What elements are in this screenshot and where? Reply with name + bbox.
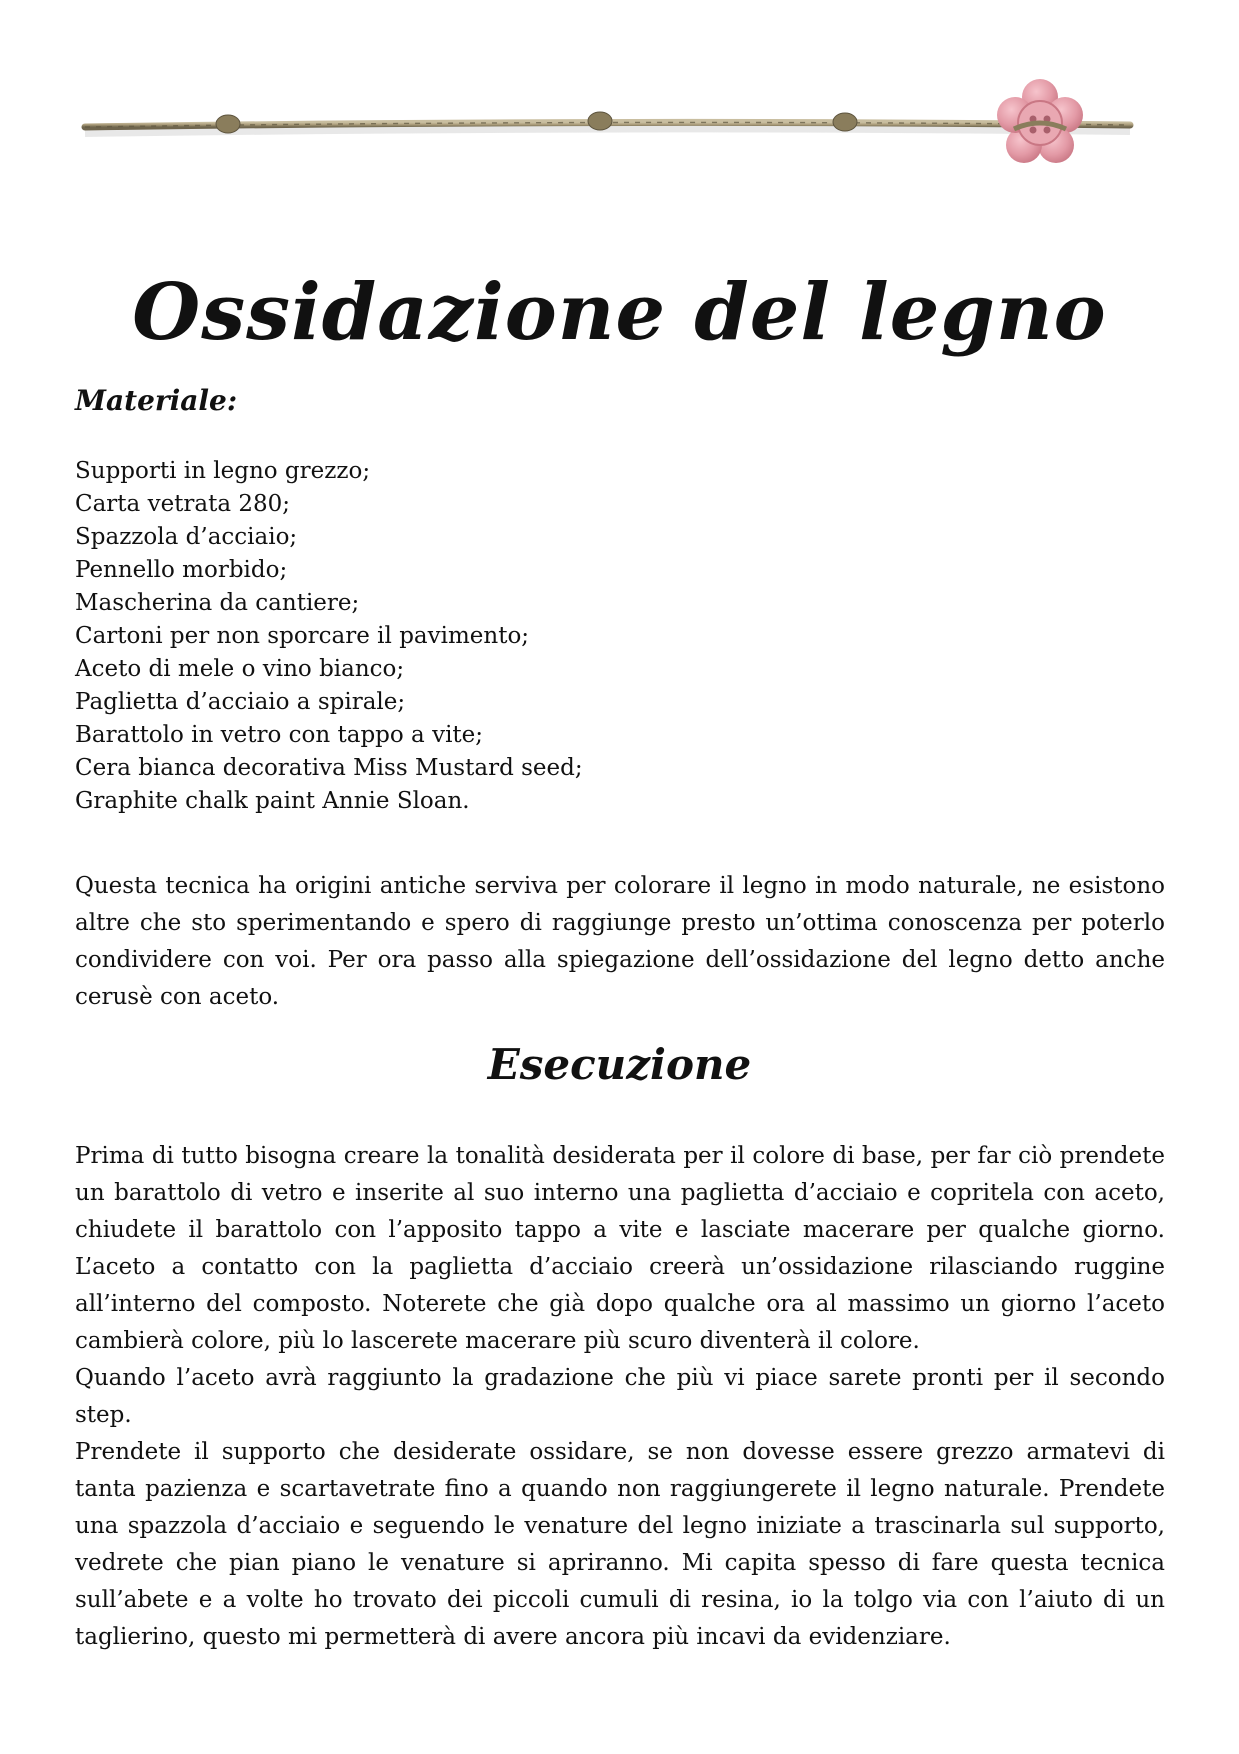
list-item: Cera bianca decorativa Miss Mustard seed; [75, 755, 583, 781]
execution-paragraph: Prendete il supporto che desiderate ossidare, se non dovesse essere grezzo armatevi di tanta pazienza e scartavetrate fino a quando non raggiungerete il legno naturale. Prendete una spazzola d’acciaio e seguendo le venature del legno iniziate a trascinarla sul supporto, vedrete che pian piano le venature si apriranno. Mi capita spesso di fare questa tecnica sull’abete e a volte ho trovato dei piccoli cumuli di resina, io la tolgo via con l’aiuto di un taglierino, questo mi permetterà di avere ancora più incavi da evidenziare. [75, 1439, 1165, 1650]
materials-list [75, 455, 1165, 818]
list-item: Cartoni per non sporcare il pavimento; [75, 623, 530, 649]
execution-paragraph: Quando l’aceto avrà raggiunto la gradazione che più vi piace sarete pronti per il secondo step. [75, 1365, 1165, 1428]
list-item: Graphite chalk paint Annie Sloan. [75, 788, 470, 814]
execution-body [75, 1138, 1165, 1656]
page-title: Ossidazione del legno [132, 267, 1107, 359]
list-item: Pennello morbido; [75, 557, 288, 583]
list-item: Supporti in legno grezzo; [75, 458, 371, 484]
list-item: Aceto di mele o vino bianco; [75, 656, 405, 682]
execution-paragraph: Prima di tutto bisogna creare la tonalità desiderata per il colore di base, per far ciò prendete un barattolo di vetro e inserite al suo interno una paglietta d’acciaio e copritela con aceto, chiudete il barattolo con l’apposito tappo a vite e lasciate macerare per qualche giorno. L’aceto a contatto con la paglietta d’acciaio creerà un’ossidazione rilasciando ruggine all’interno del composto. Noterete che già dopo qualche ora al massimo un giorno l’aceto cambierà colore, più lo lascerete macerare più scuro diventerà il colore. [75, 1143, 1165, 1354]
twine-with-flower-button-icon [80, 75, 1160, 175]
list-item: Spazzola d’acciaio; [75, 524, 298, 550]
intro-paragraph: Questa tecnica ha origini antiche serviva per colorare il legno in modo naturale, ne esistono altre che sto sperimentando e spero di raggiunge presto un’ottima conoscenza per poterlo condividere con voi. Per ora passo alla spiegazione dell’ossidazione del legno detto anche cerusè con aceto. [75, 873, 1165, 1010]
list-item: Mascherina da cantiere; [75, 590, 360, 616]
list-item: Carta vetrata 280; [75, 491, 291, 517]
materials-heading: Materiale: [75, 384, 238, 417]
execution-heading: Esecuzione [487, 1040, 752, 1089]
list-item: Paglietta d’acciaio a spirale; [75, 689, 406, 715]
list-item: Barattolo in vetro con tappo a vite; [75, 722, 484, 748]
